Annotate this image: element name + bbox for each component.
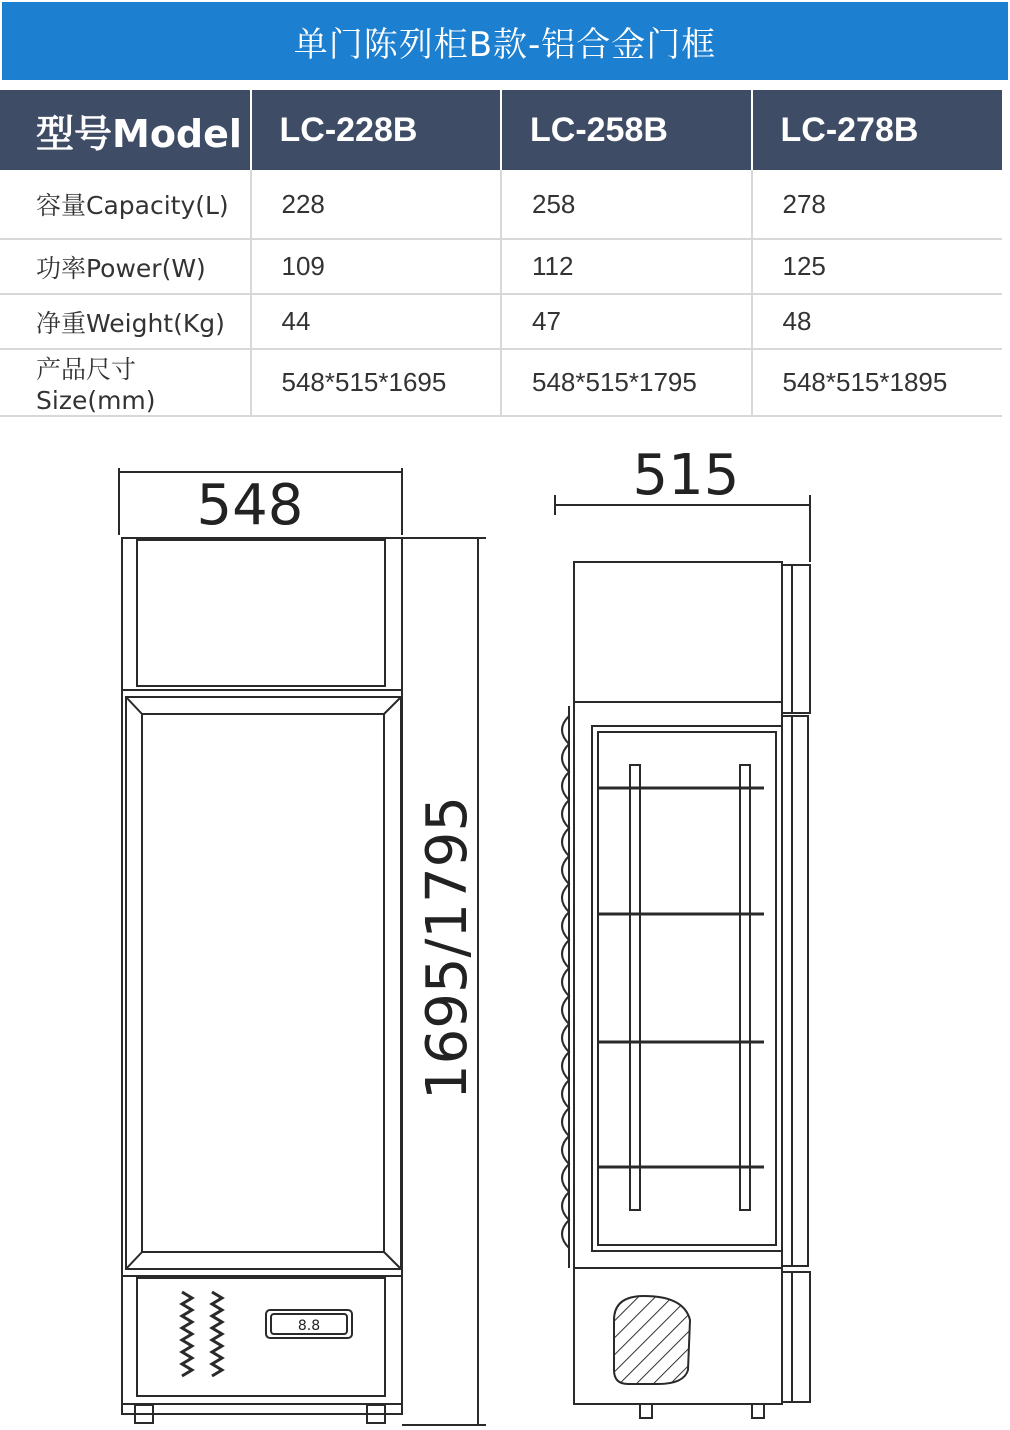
cell-value: 548*515*1795 (501, 349, 752, 416)
cell-value: 258 (501, 170, 752, 239)
shelf-rails (630, 765, 750, 1210)
row-label-capacity: 容量Capacity(L) (0, 170, 251, 239)
front-door-frame (126, 697, 401, 1269)
side-top-lightbox (574, 562, 782, 702)
shelves (598, 788, 764, 1167)
side-bottom-compartment (574, 1268, 782, 1404)
spec-table (0, 90, 1002, 417)
height-label: 1695/1795 (415, 796, 480, 1100)
cell-value: 44 (251, 294, 502, 349)
side-depth-dimension (555, 495, 810, 562)
control-panel-display: 8.8 (297, 1318, 321, 1334)
front-view (119, 468, 486, 1425)
cell-value: 278 (752, 170, 1003, 239)
cell-value: 548*515*1695 (251, 349, 502, 416)
header-model-2: LC-258B (501, 90, 752, 170)
header-model-label: 型号Model (0, 90, 251, 170)
table-row (0, 294, 1002, 349)
table-row (0, 239, 1002, 294)
cell-value: 48 (752, 294, 1003, 349)
cell-value: 125 (752, 239, 1003, 294)
side-view (555, 495, 810, 1418)
front-bottom-compartment (122, 1276, 402, 1404)
front-width-dimension (119, 468, 402, 535)
row-label-size: 产品尺寸 Size(mm) (0, 349, 251, 416)
height-dimension (402, 538, 486, 1425)
front-width-label: 548 (196, 473, 304, 538)
side-body (574, 702, 782, 1268)
cell-value: 228 (251, 170, 502, 239)
row-label-power: 功率Power(W) (0, 239, 251, 294)
back-condenser-coil-icon (562, 706, 569, 1268)
table-header-row (0, 90, 1002, 170)
table-row (0, 170, 1002, 239)
vent-grille-icon (182, 1292, 222, 1376)
front-cabinet-outline (122, 538, 402, 1414)
table-row (0, 349, 1002, 416)
row-label-weight: 净重Weight(Kg) (0, 294, 251, 349)
front-door-glass (142, 714, 384, 1252)
front-top-lightbox (137, 540, 385, 686)
cell-value: 47 (501, 294, 752, 349)
header-model-3: LC-278B (752, 90, 1003, 170)
cell-value: 548*515*1895 (752, 349, 1003, 416)
side-depth-label: 515 (632, 443, 740, 508)
header-model-1: LC-228B (251, 90, 502, 170)
compressor-icon (614, 1296, 690, 1384)
cell-value: 109 (251, 239, 502, 294)
control-panel (266, 1310, 352, 1338)
page-title: 单门陈列柜B款-铝合金门框 (2, 2, 1008, 80)
cell-value: 112 (501, 239, 752, 294)
